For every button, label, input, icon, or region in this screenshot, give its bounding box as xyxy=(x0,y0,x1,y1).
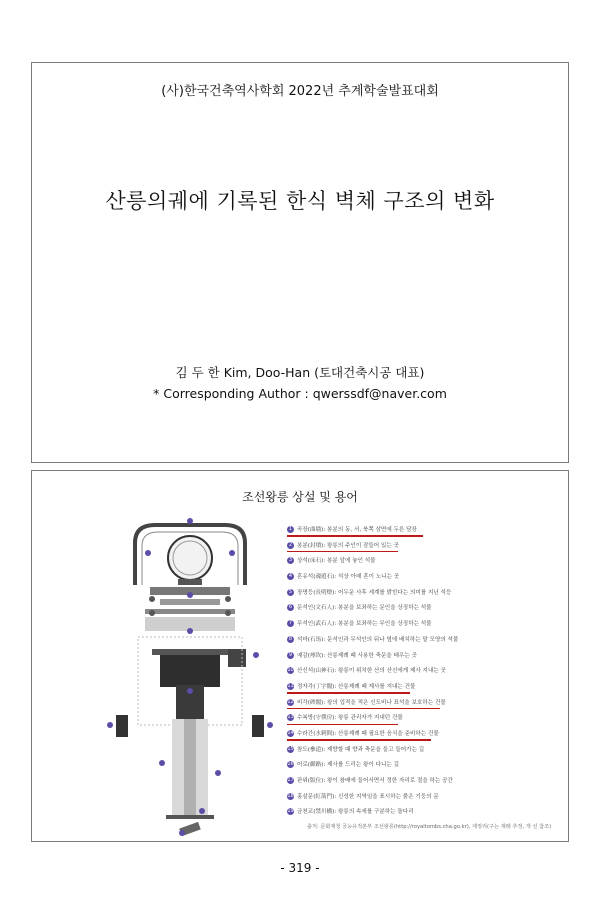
title-slide xyxy=(31,62,569,463)
legend-text: 정자각(丁字閣): 산릉제례 때 제사를 지내는 건물 xyxy=(297,683,416,690)
legend-number: 17 xyxy=(287,777,294,783)
hongsalmun xyxy=(166,815,214,819)
legend-text: 장명등(長明燈): 어두운 사후 세계를 밝힌다는 의미를 지닌 석등 xyxy=(297,589,452,596)
legend-text: 봉분(封墳): 왕릉의 주인이 잠들어 있는 곳 xyxy=(297,542,399,549)
legend-number: 8 xyxy=(288,635,293,642)
legend-item xyxy=(287,696,572,712)
legend-number: 18 xyxy=(287,792,294,799)
legend-number: 10 xyxy=(287,667,294,674)
conference-name: (사)한국건축역사학회 2022년 추계학술발표대회 xyxy=(161,84,439,99)
legend-text: 산신석(山神石): 왕릉이 위치한 산의 산신에게 제사 지내는 곳 xyxy=(297,668,446,675)
author-line: 김 두 한 Kim, Doo-Han (토대건축시공 대표) xyxy=(175,365,425,380)
legend-text: 무석인(武石人): 봉분을 보좌하는 무인을 상징하는 석물 xyxy=(297,621,432,628)
legend-item xyxy=(287,774,572,790)
legend-number: 9 xyxy=(288,651,293,658)
legend-item xyxy=(287,711,572,727)
legend-number: 6 xyxy=(288,604,293,611)
legend-item xyxy=(287,758,572,774)
legend-number: 16 xyxy=(287,761,294,768)
legend-text: 판위(版位): 왕이 참배에 들어서면서 정한 자리로 절을 하는 공간 xyxy=(297,778,453,784)
legend-item xyxy=(287,805,572,821)
page-number: - 319 - xyxy=(280,861,320,875)
terminology-slide xyxy=(31,470,569,842)
legend-text: 금천교(禁川橋): 왕릉의 속세를 구분하는 돌다리 xyxy=(297,809,414,816)
legend-item xyxy=(287,570,572,586)
slide-title: 조선왕릉 상설 및 용어 xyxy=(242,490,358,504)
legend-number: 2 xyxy=(288,541,293,548)
legend-text: 곡장(曲墻): 봉분의 동, 서, 북쪽 삼면에 두른 담장 xyxy=(297,527,417,533)
legend-text: 혼유석(魂遊石): 석상 아래 혼이 노니는 곳 xyxy=(297,574,400,581)
legend-text: 예감(瘞坎): 산릉제례 때 사용한 축문을 태우는 곳 xyxy=(297,652,417,659)
legend-item xyxy=(287,586,572,602)
jeongjagak xyxy=(160,653,220,687)
legend-text: 석마(石馬): 문석인과 무석인의 뒤나 옆에 배치하는 말 모양의 석물 xyxy=(297,636,459,643)
legend-item xyxy=(287,680,572,696)
legend-text: 비각(碑閣): 왕의 업적을 적은 신도비나 표석을 보호하는 건물 xyxy=(297,699,446,706)
terms-legend xyxy=(287,523,572,821)
legend-text: 어로(御路): 제사를 드리는 왕이 다니는 길 xyxy=(297,762,399,769)
royal-tomb-plan-diagram xyxy=(90,513,290,838)
legend-text: 참도(參道): 제향할 때 향과 축문을 들고 들어가는 길 xyxy=(297,746,425,753)
paper-title: 산릉의궤에 기록된 한식 벽체 구조의 변화 xyxy=(105,189,495,213)
legend-text: 수복방(守僕房): 왕릉 관리자가 지내던 건물 xyxy=(297,715,403,722)
bongbun-mound xyxy=(168,536,212,580)
legend-number: 4 xyxy=(288,573,293,580)
legend-number: 3 xyxy=(288,557,293,564)
legend-number: 11 xyxy=(287,682,294,689)
source-note: 출처: 문화재청 궁능유적본부 조선왕릉(http://royaltombs.cha.go.kr), 재정리(구는 재래 추정, 개 선 참조) xyxy=(307,824,552,830)
legend-text: 홍살문(紅箭門): 신성한 지역임을 표시하는 붉은 기둥의 문 xyxy=(297,793,439,800)
legend-item xyxy=(287,539,572,555)
bigak xyxy=(228,649,246,667)
legend-number: 13 xyxy=(287,714,294,721)
legend-item xyxy=(287,601,572,617)
legend-number: 12 xyxy=(287,698,294,705)
legend-text: 문석인(文石人): 봉분을 보좌하는 문인을 상징하는 석물 xyxy=(297,605,432,612)
legend-number: 5 xyxy=(288,588,293,595)
legend-number: 7 xyxy=(288,620,293,627)
legend-number: 15 xyxy=(287,745,294,752)
legend-item xyxy=(287,523,572,539)
legend-item xyxy=(287,727,572,743)
legend-item xyxy=(287,617,572,633)
legend-item xyxy=(287,743,572,759)
legend-number: 1 xyxy=(288,526,293,532)
surangan xyxy=(116,715,128,737)
legend-item xyxy=(287,649,572,665)
legend-item xyxy=(287,554,572,570)
corresponding-author: * Corresponding Author : qwerssdf@naver.com xyxy=(153,386,447,401)
legend-number: 19 xyxy=(287,808,294,815)
legend-item xyxy=(287,790,572,806)
legend-item xyxy=(287,664,572,680)
legend-text: 수라간(水剌間): 산릉제례 때 필요한 음식을 준비하는 건물 xyxy=(297,730,439,737)
legend-text: 상석(床石): 봉분 앞에 놓인 석물 xyxy=(297,558,376,565)
legend-item xyxy=(287,633,572,649)
subokbang xyxy=(252,715,264,737)
legend-number: 14 xyxy=(287,729,294,736)
